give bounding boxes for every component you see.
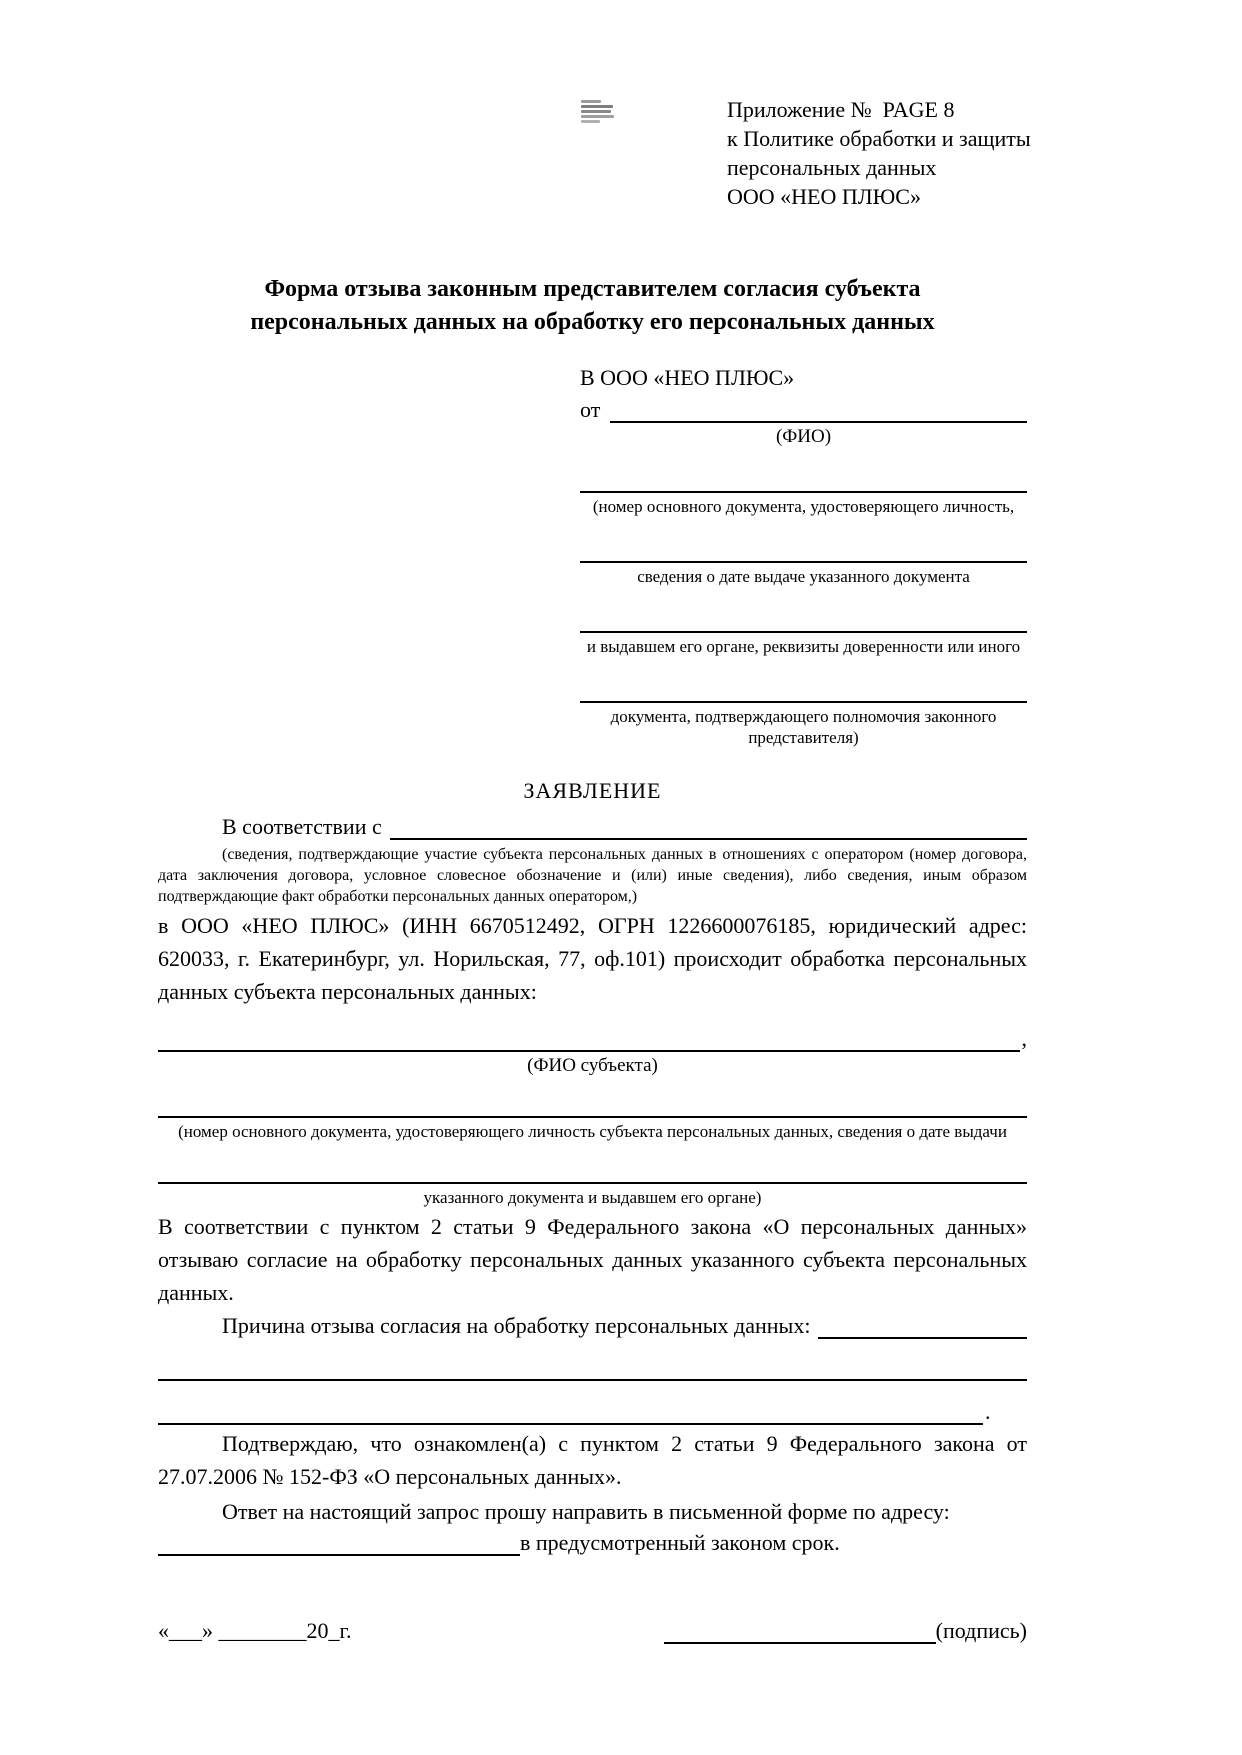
subject-document-line <box>158 1092 1027 1118</box>
issue-date-caption: сведения о дате выдаче указанного документа <box>637 567 970 586</box>
reply-request-paragraph: Ответ на настоящий запрос прошу направить в письменной форме по адресу: <box>222 1499 950 1524</box>
subject-authority-line <box>158 1158 1027 1184</box>
relationship-details-note: (сведения, подтверждающие участие субъекта персональных данных в отношениях с оператором (номер договора, дата заключения договора, условное словесное обозначение и (или) иные сведения), либо сведения, иным образом подтверждающие факт обработки персональных данных оператором,) <box>158 846 1027 905</box>
appendix-header-row <box>158 0 1031 211</box>
representative-name-line <box>610 400 1027 423</box>
relationship-details-line <box>390 817 1027 840</box>
policy-reference-line-2: персональных данных <box>727 155 937 180</box>
appendix-number: Приложение № PAGE 8 <box>727 97 955 122</box>
withdrawal-paragraph: В соответствии с пунктом 2 статьи 9 Федерального закона «О персональных данных» отзываю согласие на обработку персональных данных указанного субъекта персональных данных. <box>158 1214 1027 1305</box>
reason-period: . <box>985 1399 991 1424</box>
appendix-header <box>727 95 1031 211</box>
reason-line-3-row <box>158 1399 1027 1425</box>
reason-line-1 <box>818 1316 1027 1339</box>
subject-document-caption: (номер основного документа, удостоверяющего личность субъекта персональных данных, сведения о дате выдачи <box>178 1122 1007 1141</box>
policy-reference-line-1: к Политике обработки и защиты <box>727 126 1031 151</box>
footer-row <box>158 1618 1027 1644</box>
text-lines-icon <box>581 100 615 126</box>
from-label: от <box>580 397 601 422</box>
in-accordance-row <box>158 814 1027 840</box>
reason-label: Причина отзыва согласия на обработку персональных данных: <box>222 1313 811 1338</box>
issuing-authority-line <box>580 609 1027 633</box>
document-title: Форма отзыва законным представителем согласия субъекта персональных данных на обработку его персональных данных <box>250 276 935 335</box>
document-number-caption: (номер основного документа, удостоверяющего личность, <box>592 497 1015 516</box>
issue-date-line <box>580 539 1027 563</box>
addressee-to: В ООО «НЕО ПЛЮС» <box>580 365 795 390</box>
company-name: ООО «НЕО ПЛЮС» <box>727 184 921 209</box>
reason-row <box>158 1313 1027 1339</box>
reason-line-3 <box>158 1402 983 1425</box>
reply-address-row <box>158 1530 1027 1556</box>
subject-fio-line <box>158 1029 1020 1052</box>
fio-caption: (ФИО) <box>775 426 832 447</box>
confirm-paragraph: Подтверждаю, что ознакомлен(а) с пунктом 2 статьи 9 Федерального закона от 27.07.2006 № 152-ФЗ «О персональных данных». <box>158 1431 1027 1489</box>
signature-line <box>664 1621 936 1644</box>
from-row <box>580 397 1027 423</box>
operator-paragraph: в ООО «НЕО ПЛЮС» (ИНН 6670512492, ОГРН 1226600076185, юридический адрес: 620033, г. Екатеринбург, ул. Норильская, 77, оф.101) происходит обработка персональных данных субъекта персональных данных: <box>158 913 1027 1004</box>
reason-line-2 <box>158 1355 1027 1381</box>
addressee-block <box>580 365 1027 748</box>
document-number-line <box>580 469 1027 493</box>
signature-block <box>664 1618 1027 1644</box>
subject-fio-comma: , <box>1021 1026 1027 1051</box>
subject-fio-caption: (ФИО субъекта) <box>527 1055 658 1076</box>
reply-address-line <box>158 1533 520 1556</box>
subject-fio-row <box>158 1026 1027 1052</box>
statement-heading: ЗАЯВЛЕНИЕ <box>523 778 662 803</box>
authority-document-caption: документа, подтверждающего полномочия законного представителя) <box>610 707 997 747</box>
subject-authority-caption: указанного документа и выдавшем его органе) <box>423 1188 762 1207</box>
reply-suffix: в предусмотренный законом срок. <box>520 1530 840 1555</box>
issuing-authority-caption: и выдавшем его органе, реквизиты доверенности или иного <box>586 637 1021 656</box>
signature-caption: (подпись) <box>935 1618 1027 1643</box>
in-accordance-label: В соответствии с <box>222 814 382 839</box>
date-line: «___» ________20_г. <box>158 1618 352 1643</box>
authority-document-line <box>580 679 1027 703</box>
